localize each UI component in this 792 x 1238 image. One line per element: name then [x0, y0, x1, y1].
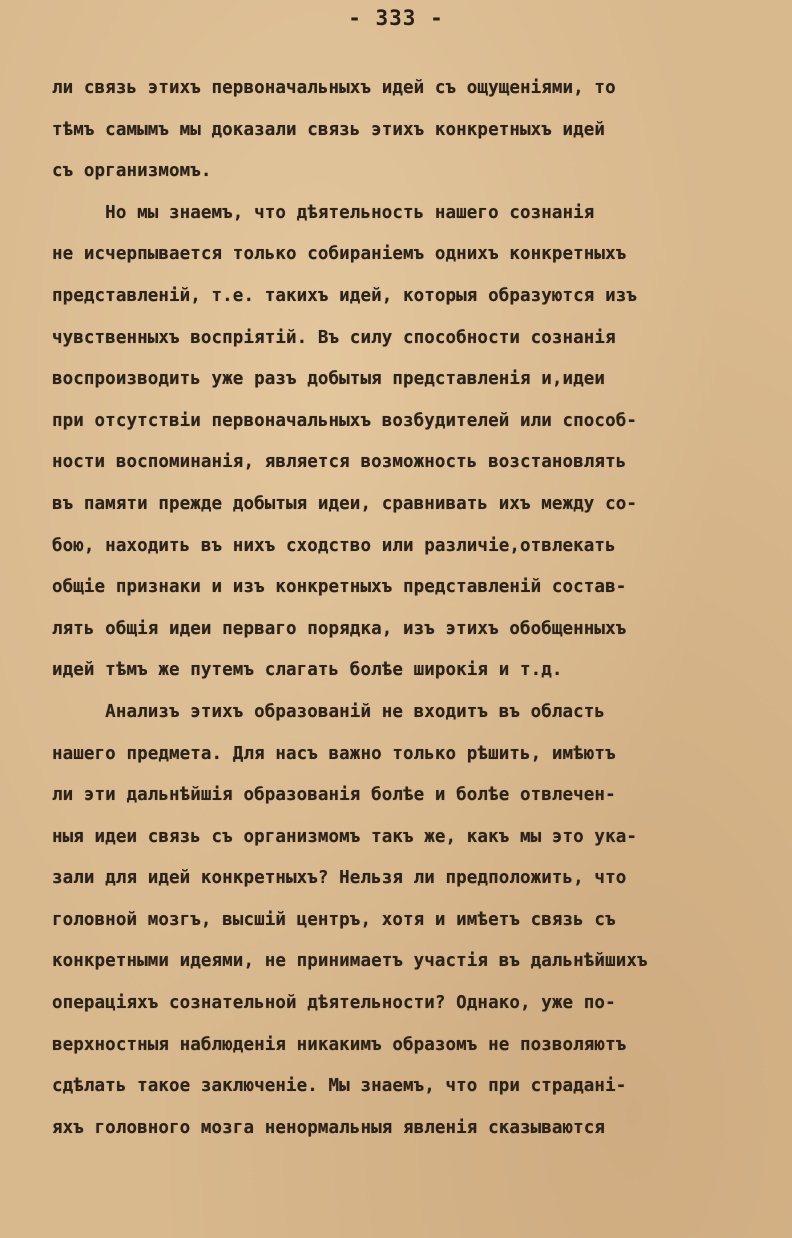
- text-line: не исчерпывается только собираніемъ однихъ конкретныхъ: [52, 244, 627, 265]
- text-line: ныя идеи связь съ организмомъ такъ же, какъ мы это ука-: [52, 826, 637, 847]
- text-line: ли связь этихъ первоначальныхъ идей съ ощущеніями, то: [52, 78, 616, 98]
- text-line: Но мы знаемъ, что дѣятельность нашего сознанія: [52, 202, 595, 223]
- text-line: воспроизводить уже разъ добытыя представленія и,идеи: [52, 369, 606, 390]
- text-line: чувственныхъ воспріятій. Въ силу способности сознанія: [52, 327, 616, 348]
- text-line: операціяхъ сознательной дѣятельности? Однако, уже по-: [52, 993, 616, 1014]
- body-text: [52, 68, 767, 1149]
- text-line: бою, находить въ нихъ сходство или различіе,отвлекать: [52, 535, 616, 556]
- text-line: въ памяти прежде добытыя идеи, сравнивать ихъ между со-: [52, 493, 637, 514]
- text-line: ности воспоминанія, является возможность возстановлять: [52, 452, 627, 473]
- text-line: конкретными идеями, не принимаетъ участія въ дальнѣйшихъ: [52, 951, 648, 972]
- text-line: тѣмъ самымъ мы доказали связь этихъ конкретныхъ идей: [52, 119, 606, 140]
- text-line: представленій, т.е. такихъ идей, которыя образуются изъ: [52, 285, 637, 306]
- text-line: головной мозгъ, высшій центръ, хотя и имѣетъ связь съ: [52, 909, 616, 930]
- text-line: при отсутствіи первоначальныхъ возбудителей или способ-: [52, 410, 637, 431]
- text-line: сдѣлать такое заключеніе. Мы знаемъ, что при страдані-: [52, 1076, 627, 1097]
- text-line: лять общія идеи перваго порядка, изъ этихъ обобщенныхъ: [52, 618, 627, 639]
- text-line: общіе признаки и изъ конкретныхъ представленій состав-: [52, 577, 627, 598]
- text-line: идей тѣмъ же путемъ слагать болѣе широкія и т.д.: [52, 660, 563, 681]
- page-number: - 333 -: [348, 6, 444, 30]
- text-line: яхъ головного мозга ненормальныя явленія сказываются: [52, 1117, 606, 1138]
- text-line: зали для идей конкретныхъ? Нельзя ли предположить, что: [52, 868, 627, 889]
- text-line: ли эти дальнѣйшія образованія болѣе и болѣе отвлечен-: [52, 785, 616, 806]
- text-line: съ организмомъ.: [52, 161, 212, 182]
- text-line: Анализъ этихъ образованій не входитъ въ область: [52, 701, 606, 722]
- text-line: верхностныя наблюденія никакимъ образомъ не позволяютъ: [52, 1034, 627, 1055]
- text-line: нашего предмета. Для насъ важно только рѣшить, имѣютъ: [52, 743, 616, 764]
